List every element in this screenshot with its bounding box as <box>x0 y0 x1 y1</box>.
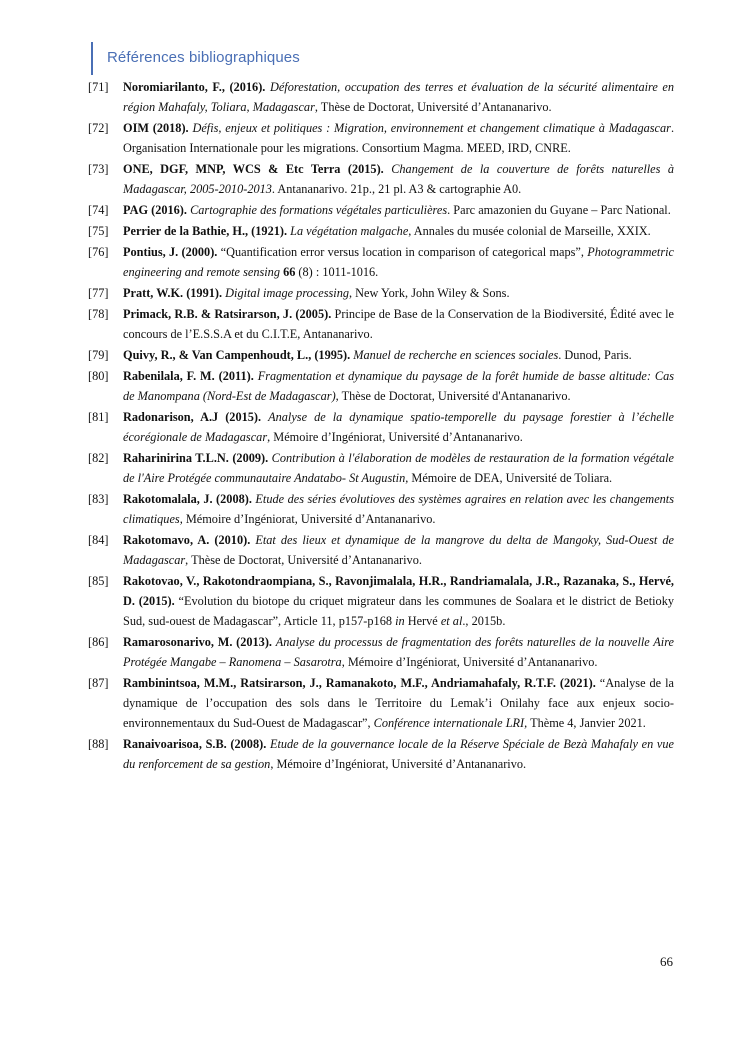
reference-number: [78] <box>88 307 109 321</box>
reference-details: , New York, John Wiley & Sons. <box>349 286 510 300</box>
reference-details: . Antananarivo. 21p., 21 pl. A3 & cartographie A0. <box>271 182 522 196</box>
reference-text <box>123 530 674 570</box>
reference-entry <box>88 200 674 220</box>
reference-authors: Ramarosonarivo, M. (2013). <box>123 635 273 649</box>
reference-number: [79] <box>88 348 109 362</box>
reference-details: Mémoire de DEA, Université de Toliara. <box>408 471 613 485</box>
reference-details: (8) : 1011-1016. <box>295 265 379 279</box>
reference-title: in <box>395 614 405 628</box>
reference-list <box>88 77 674 775</box>
reference-details: Hervé <box>404 614 441 628</box>
reference-text <box>123 200 674 220</box>
reference-text <box>123 407 674 447</box>
reference-text <box>123 118 674 158</box>
reference-text <box>123 159 674 199</box>
reference-number: [75] <box>88 224 109 238</box>
reference-text <box>123 734 674 774</box>
reference-entry <box>88 489 674 529</box>
reference-entry <box>88 407 674 447</box>
reference-text <box>123 448 674 488</box>
reference-details: “Analyse de la dynamique de l’occupation des sols dans le Territoire du Lemak’i Onilahy face aux enjeux socio-environnementaux du Sud-Ouest de Madagascar”, <box>123 676 674 730</box>
reference-text <box>123 221 674 241</box>
reference-title: Défis, enjeux et politiques : Migration, environnement et changement climatique à Madagascar <box>192 121 671 135</box>
reference-details: , Thèse de Doctorat, Université d’Antananarivo. <box>314 100 552 114</box>
reference-number: [87] <box>88 676 109 690</box>
reference-entry <box>88 734 674 774</box>
reference-entry <box>88 632 674 672</box>
reference-text <box>123 77 674 117</box>
reference-details: Thèse de Doctorat, Université d'Antananarivo. <box>338 389 571 403</box>
reference-title: Fragmentation et dynamique du paysage de la forêt humide de basse altitude: Cas de Manompana (Nord-Est de Madagascar), <box>123 369 674 403</box>
reference-number: [82] <box>88 451 109 465</box>
reference-details: . Dunod, Paris. <box>558 348 632 362</box>
reference-title: La végétation malgache <box>290 224 409 238</box>
reference-entry <box>88 448 674 488</box>
reference-title: Manuel de recherche en sciences sociales <box>353 348 559 362</box>
reference-number: [72] <box>88 121 109 135</box>
reference-text <box>123 242 674 282</box>
reference-title: Déforestation, occupation des terres et évaluation de la sécurité alimentaire en région Mahafaly, Toliara, Madagascar <box>123 80 675 114</box>
reference-title: Analyse de la dynamique spatio-temporelle du paysage forestier à l’échelle écorégionale de Madagascar <box>123 410 674 444</box>
reference-title: Contribution à l'élaboration de modèles de restauration de la formation végétale de l'Aire Protégée communautaire Andatabo- St Augustin, <box>123 451 675 485</box>
reference-number: [71] <box>88 80 109 94</box>
reference-details: “Quantification error versus location in comparison of categorical maps”, <box>217 245 588 259</box>
reference-details: . Parc amazonien du Guyane – Parc National. <box>447 203 671 217</box>
reference-text <box>123 489 674 529</box>
reference-entry <box>88 530 674 570</box>
reference-number: [77] <box>88 286 109 300</box>
reference-authors: PAG (2016). <box>123 203 187 217</box>
reference-title: Changement de la couverture de forêts naturelles à Madagascar, 2005-2010-2013 <box>123 162 674 196</box>
reference-title: Cartographie des formations végétales particulières <box>190 203 448 217</box>
reference-entry <box>88 571 674 631</box>
reference-authors: OIM (2018). <box>123 121 189 135</box>
reference-number: [85] <box>88 574 109 588</box>
reference-details: ., 2015b. <box>462 614 506 628</box>
reference-details: “Evolution du biotope du criquet migrateur dans les communes de Soalara et le district de Betioky Sud, sud-ouest de Madagascar”, Article 11, p157-p168 <box>123 594 674 628</box>
reference-title: Conférence internationale LRI, <box>373 716 528 730</box>
reference-number: [84] <box>88 533 109 547</box>
reference-number: [88] <box>88 737 109 751</box>
reference-title: Etude des séries évolutioves des systèmes agraires en relation avec les changements climatiques, <box>123 492 675 526</box>
reference-entry <box>88 242 674 282</box>
reference-authors: Ranaivoarisoa, S.B. (2008). <box>123 737 267 751</box>
reference-authors: Rakotomalala, J. (2008). <box>123 492 252 506</box>
reference-details: , Mémoire d’Ingéniorat, Université d’Antananarivo. <box>341 655 598 669</box>
reference-number: [73] <box>88 162 109 176</box>
reference-entry <box>88 366 674 406</box>
reference-number: [74] <box>88 203 109 217</box>
reference-authors: Noromiarilanto, F., (2016). <box>123 80 266 94</box>
reference-text <box>123 304 674 344</box>
reference-title: et al <box>440 614 463 628</box>
reference-authors: Radonarison, A.J (2015). <box>123 410 262 424</box>
reference-authors: Perrier de la Bathie, H., (1921). <box>123 224 288 238</box>
reference-entry <box>88 159 674 199</box>
reference-details: Thème 4, Janvier 2021. <box>527 716 646 730</box>
reference-details: , Annales du musée colonial de Marseille, XXIX. <box>408 224 651 238</box>
reference-authors: Pratt, W.K. (1991). <box>123 286 223 300</box>
reference-authors: Rambinintsoa, M.M., Ratsirarson, J., Ramanakoto, M.F., Andriamahafaly, R.T.F. (2021). <box>123 676 596 690</box>
reference-title: Analyse du processus de fragmentation des forêts naturelles de la nouvelle Aire Protégée Mangabe – Ranomena – Sasarotra <box>123 635 674 669</box>
reference-number: [81] <box>88 410 109 424</box>
reference-title: Photogrammetric engineering and remote sensing <box>123 245 674 279</box>
reference-details: Principe de Base de la Conservation de la Biodiversité, Édité avec le concours de l’E.S.S.A et du C.I.T.E, Antananarivo. <box>123 307 674 341</box>
page-number: 66 <box>660 954 673 969</box>
reference-authors: Quivy, R., & Van Campenhoudt, L., (1995). <box>123 348 351 362</box>
reference-entry <box>88 283 674 303</box>
reference-text <box>123 571 674 631</box>
reference-entry <box>88 221 674 241</box>
reference-text <box>123 366 674 406</box>
reference-details: . Organisation Internationale pour les migrations. Consortium Magma. MEED, IRD, CNRE. <box>123 121 675 155</box>
reference-authors: Raharinirina T.L.N. (2009). <box>123 451 269 465</box>
reference-authors: ONE, DGF, MNP, WCS & Etc Terra (2015). <box>123 162 384 176</box>
reference-entry <box>88 77 674 117</box>
reference-text <box>123 632 674 672</box>
reference-text <box>123 283 674 303</box>
header-title: Références bibliographiques <box>107 49 300 66</box>
reference-entry <box>88 673 674 733</box>
reference-text <box>123 345 674 365</box>
reference-authors: Pontius, J. (2000). <box>123 245 218 259</box>
reference-authors: 66 <box>283 265 296 279</box>
reference-title: Etat des lieux et dynamique de la mangrove du delta de Mangoky, Sud-Ouest de Madagascar <box>123 533 674 567</box>
reference-authors: Rakotovao, V., Rakotondraompiana, S., Ravonjimalala, H.R., Randriamalala, J.R., Razanaka, S., Hervé, D. (2015). <box>123 574 674 608</box>
reference-details: Mémoire d’Ingéniorat, Université d’Antananarivo. <box>182 512 436 526</box>
reference-entry <box>88 304 674 344</box>
reference-details: , Mémoire d’Ingéniorat, Université d’Antananarivo. <box>270 757 527 771</box>
reference-entry <box>88 345 674 365</box>
reference-authors: Rabenilala, F. M. (2011). <box>123 369 254 383</box>
reference-authors: Rakotomavo, A. (2010). <box>123 533 251 547</box>
reference-authors: Primack, R.B. & Ratsirarson, J. (2005). <box>123 307 332 321</box>
reference-details: , Mémoire d’Ingéniorat, Université d’Antananarivo. <box>267 430 523 444</box>
reference-entry <box>88 118 674 158</box>
reference-title: Digital image processing <box>225 286 350 300</box>
running-header <box>91 42 393 75</box>
reference-number: [83] <box>88 492 109 506</box>
reference-number: [76] <box>88 245 109 259</box>
reference-text <box>123 673 674 733</box>
reference-number: [80] <box>88 369 109 383</box>
reference-number: [86] <box>88 635 109 649</box>
reference-title: Etude de la gouvernance locale de la Réserve Spéciale de Bezà Mahafaly en vue du renforcement de sa gestion <box>123 737 675 771</box>
reference-details: , Thèse de Doctorat, Université d’Antananarivo. <box>185 553 422 567</box>
